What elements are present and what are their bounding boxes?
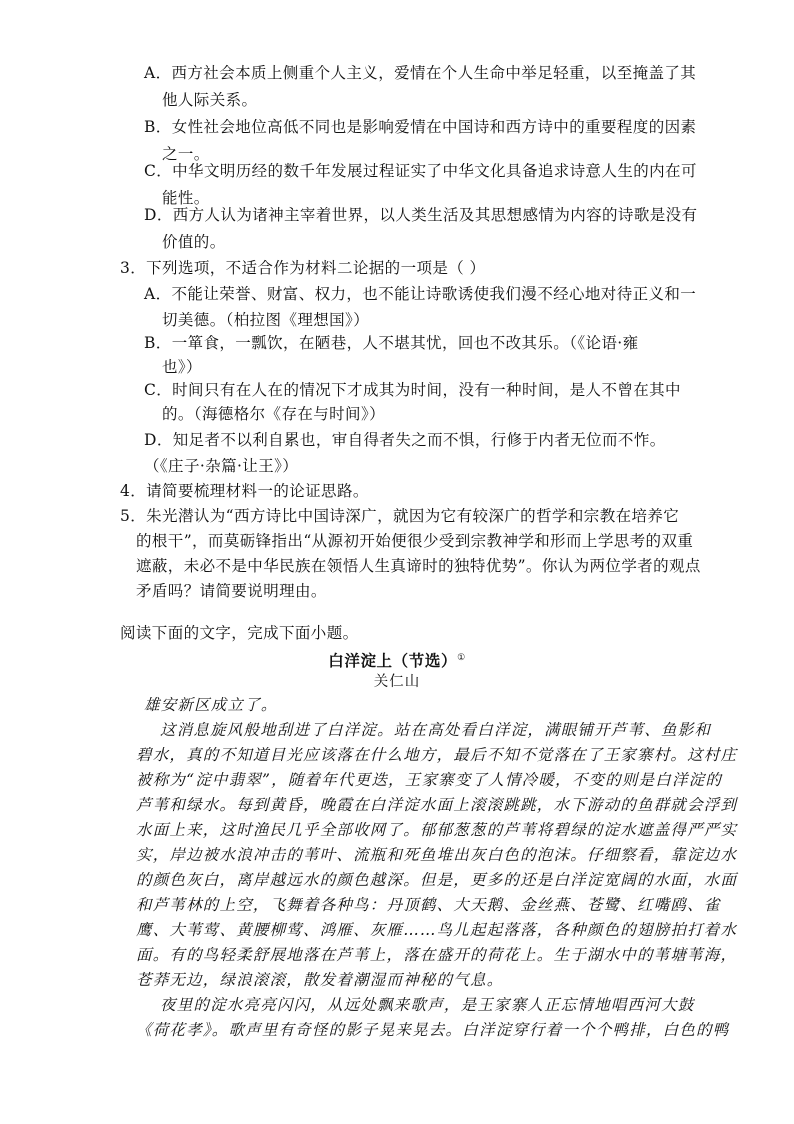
q5-line1: 5．朱光潜认为“西方诗比中国诗深广，就因为它有较深广的哲学和宗教在培养它 [120, 507, 680, 525]
q5-line2: 的根干”，而莫砺锋指出“从源初开始便很少受到宗教神学和形而上学思考的双重 [136, 532, 694, 550]
passage-title-text: 白洋淀上（节选） [328, 651, 458, 670]
q2-option-b-line2: 之一。 [162, 145, 210, 163]
q2-option-c-line2: 能性。 [162, 189, 210, 207]
passage-line: 鹰、大苇莺、黄腰柳莺、鸿雁、灰雁……鸟儿起起落落，各种颜色的翅膀拍打着水 [136, 921, 738, 939]
passage-line: 《荷花孝》。歌声里有奇怪的影子晃来晃去。白洋淀穿行着一个个鸭排，白色的鸭 [136, 1021, 730, 1039]
q3-option-c-line1: C．时间只有在人在的情况下才成其为时间，没有一种时间，是人不曾在其中 [144, 381, 681, 399]
q3-stem: 3．下列选项，不适合作为材料二论据的一项是（ ） [120, 259, 486, 277]
q2-option-c-line1: C．中华文明历经的数千年发展过程证实了中华文化具备追求诗意人生的内在可 [144, 162, 697, 180]
q3-option-c-line2: 的。（海德格尔《存在与时间》） [162, 405, 386, 423]
q3-option-a-line2: 切美德。（柏拉图《理想国》） [162, 311, 370, 329]
q2-option-d-line1: D．西方人认为诸神主宰着世界，以人类生活及其思想感情为内容的诗歌是没有 [144, 206, 698, 224]
q2-option-d-line2: 价值的。 [162, 233, 226, 251]
passage-line: 和芦苇林的上空，飞舞着各种鸟：丹顶鹤、大天鹅、金丝燕、苍鹭、红嘴鸥、雀 [136, 896, 721, 914]
q3-option-b-line1: B．一箪食，一瓢饮，在陋巷，人不堪其忧，回也不改其乐。（《论语·雍 [144, 334, 639, 352]
passage-title [0, 647, 794, 672]
q2-option-a-line1: A．西方社会本质上侧重个人主义，爱情在个人生命中举足轻重，以至掩盖了其 [144, 64, 697, 82]
q3-option-d-line2: （《庄子·杂篇·让王》） [144, 457, 299, 475]
q3-option-d-line1: D．知足者不以利自累也，审自得者失之而不惧，行修于内者无位而不怍。 [144, 431, 666, 449]
passage-line: 实，岸边被水浪冲击的苇叶、流瓶和死鱼堆出灰白色的泡沫。仔细察看，靠淀边水 [136, 846, 738, 864]
passage-line: 碧水，真的不知道目光应该落在什么地方，最后不知不觉落在了王家寨村。这村庄 [136, 746, 738, 764]
passage-line: 苍莽无边，绿浪滚滚，散发着潮湿而神秘的气息。 [136, 971, 504, 989]
q3-option-b-line2: 也》） [162, 358, 202, 376]
footnote-mark: ① [457, 653, 466, 663]
passage-line: 面。有的鸟轻柔舒展地落在芦苇上，落在盛开的荷花上。生于湖水中的苇塘苇海， [136, 946, 738, 964]
passage-line: 这消息旋风般地刮进了白洋淀。站在高处看白洋淀，满眼铺开芦苇、鱼影和 [160, 721, 712, 739]
passage-line: 芦苇和绿水。每到黄昏，晚霞在白洋淀水面上滚滚跳跳，水下游动的鱼群就会浮到 [136, 796, 738, 814]
passage-line: 的颜色灰白，离岸越远水的颜色越深。但是，更多的还是白洋淀宽阔的水面，水面 [136, 871, 738, 889]
reading-prompt: 阅读下面的文字，完成下面小题。 [120, 624, 359, 642]
passage-line: 水面上来，这时渔民几乎全部收网了。郁郁葱葱的芦苇将碧绿的淀水遮盖得严严实 [136, 821, 738, 839]
passage-line: 被称为“淀中翡翠”，随着年代更迭，王家寨变了人情冷暖，不变的则是白洋淀的 [136, 771, 723, 789]
passage-author: 关仁山 [373, 674, 421, 690]
q5-line4: 矛盾吗？请简要说明理由。 [136, 582, 327, 600]
passage-line: 雄安新区成立了。 [144, 696, 278, 714]
passage-line: 夜里的淀水亮亮闪闪，从远处飘来歌声，是王家寨人正忘情地唱西河大鼓 [160, 996, 695, 1014]
q4-stem: 4．请简要梳理材料一的论证思路。 [120, 482, 369, 500]
q2-option-a-line2: 他人际关系。 [162, 91, 258, 109]
q2-option-b-line1: B．女性社会地位高低不同也是影响爱情在中国诗和西方诗中的重要程度的因素 [144, 118, 697, 136]
q5-line3: 遮蔽，未必不是中华民族在领悟人生真谛时的独特优势”。你认为两位学者的观点 [136, 557, 701, 575]
q3-option-a-line1: A．不能让荣誉、财富、权力，也不能让诗歌诱使我们漫不经心地对待正义和一 [144, 285, 697, 303]
